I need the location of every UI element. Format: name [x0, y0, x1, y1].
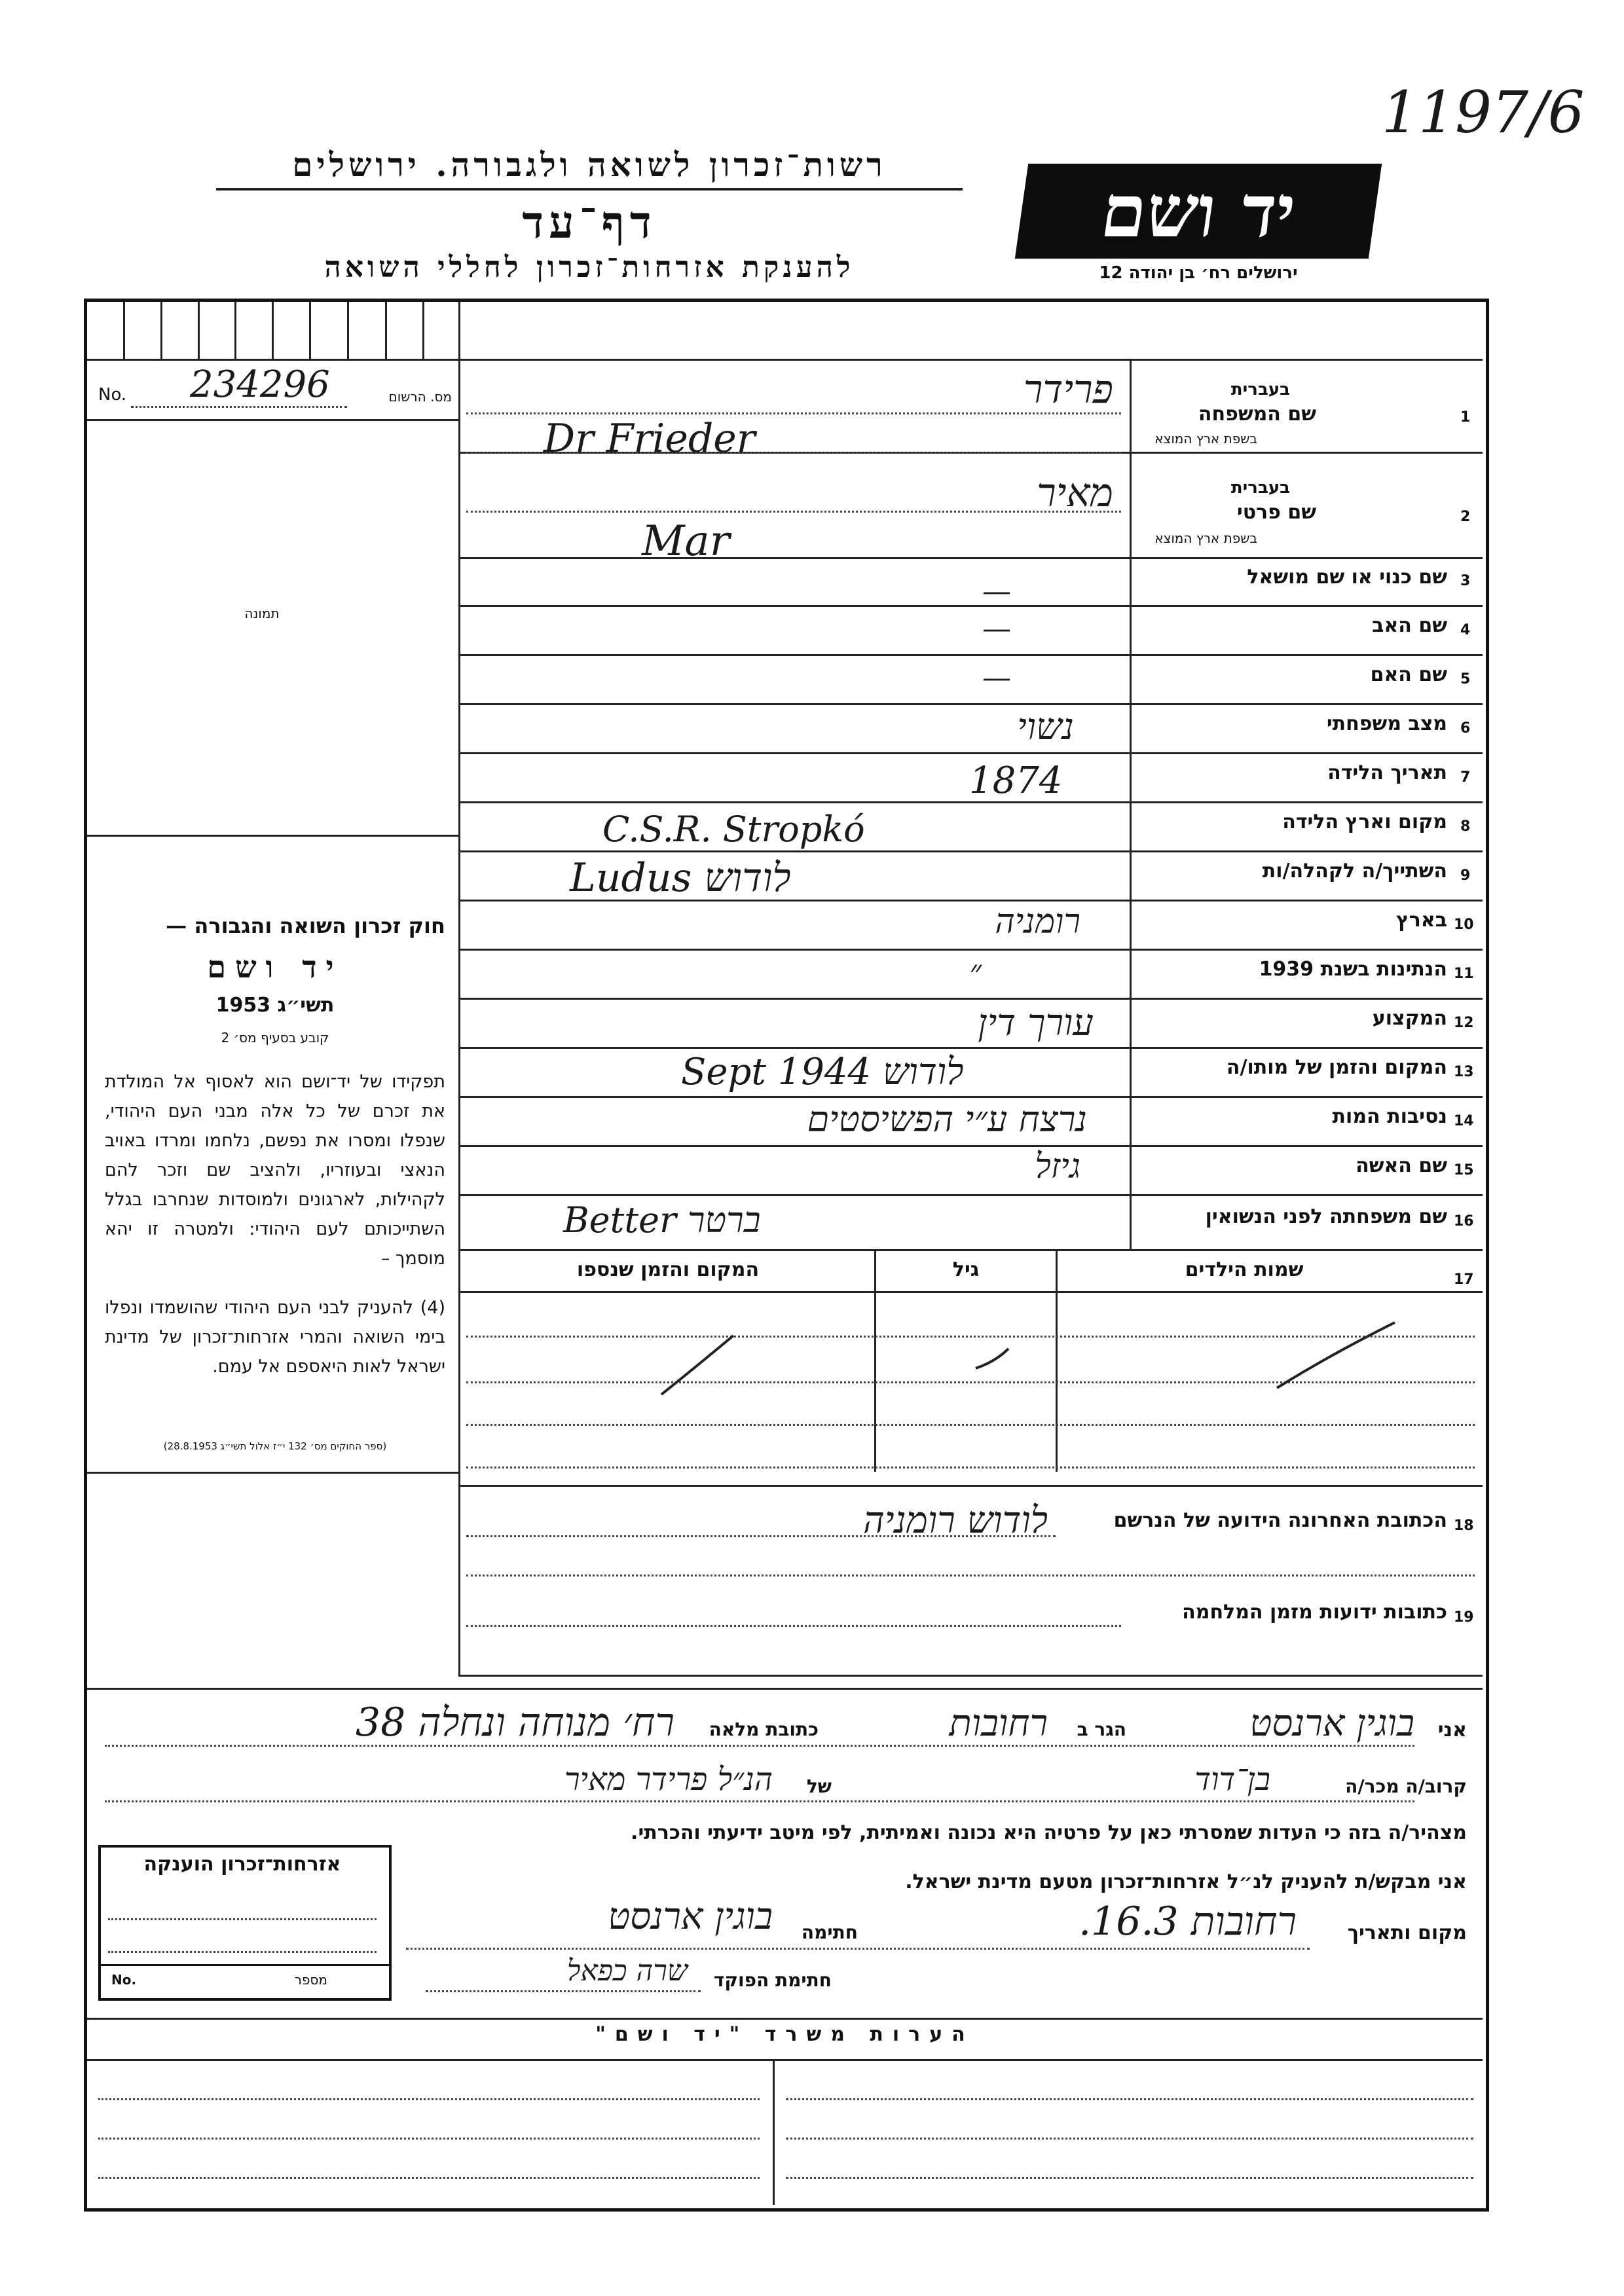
field-13-value: Sept 1944 לודוש: [681, 1051, 964, 1093]
field-2-sub-hebrew: בעברית: [1230, 478, 1290, 498]
field-14-label: נסיבות המות: [1332, 1105, 1447, 1128]
field-10-number: 10: [1454, 917, 1474, 933]
field-10-value: רומניה: [995, 902, 1080, 941]
field-14-number: 14: [1454, 1113, 1474, 1129]
memorial-number-label: מספר: [294, 1972, 327, 1988]
field-1-value-origin: Dr Frieder: [544, 416, 756, 462]
decl-ani-value: בוגין ארנסט: [1249, 1702, 1414, 1745]
field-7-value: 1874: [969, 759, 1063, 802]
decl-of-label: של: [806, 1776, 832, 1797]
decl-officer-value: שרה כפאל: [566, 1954, 688, 1988]
law-paragraph-2: (4) להעניק לבני העם היהודי שהושמדו ונפלו בימי השואה והמרי אזרחות־זכרון של מדינת ישראל לאות היאספם אל עמם.: [105, 1298, 445, 1377]
decl-signature-label: חתימה: [801, 1922, 858, 1943]
field-11-number: 11: [1454, 966, 1474, 982]
decl-statement-2: אני מבקש/ת להעניק לנ״ל אזרחות־זכרון מטעם מדינת ישראל.: [905, 1870, 1467, 1893]
form-subtitle: להענקת אזרחות־זכרון לחללי השואה: [324, 251, 855, 284]
decl-resides-label: הגר ב: [1077, 1719, 1126, 1740]
memorial-no-prefix: No.: [111, 1972, 137, 1988]
field-4-value: —: [982, 612, 1011, 646]
field-13-label: המקום והזמן של מותו/ה: [1226, 1056, 1447, 1079]
field-8-value: C.S.R. Stropkó: [602, 809, 865, 850]
field-17-number: 17: [1454, 1271, 1474, 1288]
field-10-label: בארץ: [1395, 909, 1447, 932]
law-title: חוק זכרון השואה והגבורה —: [166, 913, 445, 938]
field-11-label: הנתינות בשנת 1939: [1259, 958, 1447, 981]
field-1-sub-origin: בשפת ארץ המוצא: [1154, 431, 1257, 446]
photo-label: תמונה: [244, 606, 280, 621]
field-7-label: תאריך הלידה: [1327, 761, 1447, 784]
field-4-label: שם האב: [1372, 614, 1447, 637]
decl-address-value: רח׳ מנוחה ונחלה 38: [355, 1700, 674, 1745]
office-notes-title: הערות משרד "יד ושם": [595, 2023, 974, 2046]
field-15-label: שם האשה: [1356, 1154, 1447, 1177]
law-paragraph-1: תפקידו של יד־ושם הוא לאסוף אל המולדת את זכרם של כל אלה מבני העם היהודי, שנפלו ומסרו את נפשם, נלחמו ומרדו באויב הנאצי ובעוזריו, ולהציב שם וזכר להם לקהילות, לארגונים ולמוסדות שנחרבו בגלל השתייכותם לעם היהודי: ולמטרה זו יהא מוסמך –: [105, 1072, 445, 1269]
decl-signature-value: בוגין ארנסט: [608, 1895, 773, 1938]
field-6-number: 6: [1460, 720, 1471, 737]
field-2-number: 2: [1460, 509, 1471, 525]
field-18-value: לודוש רומניה: [863, 1499, 1048, 1542]
field-19-number: 19: [1454, 1609, 1474, 1626]
decl-of-value: הנ״ל פרידר מאיר: [564, 1761, 773, 1798]
decl-ani-label: אני: [1437, 1719, 1467, 1741]
law-citation: (ספר החוקים מס׳ 132 י״ז אלול תשי״ג 28.8.1953): [163, 1440, 387, 1452]
field-11-value: ״: [969, 953, 982, 991]
field-2-label: שם פרטי: [1236, 501, 1316, 524]
field-3-value: —: [982, 575, 1011, 608]
field-6-value: נשוי: [1017, 706, 1074, 748]
field-1-label: שם המשפחה: [1198, 403, 1316, 426]
decl-place-date-value: רחובות 16.3.: [1079, 1899, 1297, 1944]
field-9-value: Ludus לודוש: [570, 855, 791, 901]
registration-no-prefix: No.: [98, 385, 127, 405]
children-col-place: המקום והזמן שנספו: [576, 1258, 760, 1281]
memorial-citizenship-title: אזרחות־זכרון הוענקה: [143, 1853, 341, 1876]
field-1-value-hebrew: פרידר: [1023, 367, 1113, 412]
decl-address-label: כתובת מלאה: [709, 1719, 819, 1740]
decl-resides-value: רחובות: [949, 1702, 1048, 1745]
field-12-number: 12: [1454, 1015, 1474, 1031]
field-9-number: 9: [1460, 867, 1471, 884]
decl-relative-value: בן־דוד: [1194, 1761, 1270, 1798]
form-title: דף־עד: [522, 196, 657, 249]
field-16-value: Better ברטר: [563, 1199, 761, 1241]
field-5-number: 5: [1460, 671, 1471, 687]
law-name: יד ושם: [207, 949, 343, 985]
field-18-number: 18: [1454, 1518, 1474, 1534]
field-8-number: 8: [1460, 818, 1471, 835]
registration-label: מס. הרשום: [388, 389, 452, 405]
children-col-age: גיל: [952, 1258, 980, 1281]
field-1-number: 1: [1460, 409, 1471, 426]
field-2-sub-origin: בשפת ארץ המוצא: [1154, 530, 1257, 546]
field-3-number: 3: [1460, 573, 1471, 589]
authority-line: רשות־זכרון לשואה ולגבורה. ירושלים: [216, 145, 963, 191]
field-8-label: מקום וארץ הלידה: [1282, 811, 1447, 833]
field-12-label: המקצוע: [1372, 1007, 1447, 1030]
field-2-value-hebrew: מאיר: [1037, 470, 1113, 516]
field-12-value: עורך דין: [978, 1002, 1094, 1044]
field-3-label: שם כנוי או שם מושאל: [1247, 566, 1447, 589]
law-year-hebrew: תשי״ג: [277, 994, 335, 1017]
law-year-row: [105, 994, 445, 1017]
field-5-value: —: [982, 661, 1011, 695]
field-2-value-origin: Mar: [642, 517, 730, 566]
decl-relative-label: קרוב/ה מכר/ה: [1345, 1776, 1467, 1797]
law-year: 1953: [215, 994, 271, 1017]
decl-statement-1: מצהיר/ה בזה כי העדות שמסרתי כאן על פרטיה היא נכונה ואמיתית, לפי מיטב ידיעתי והכרתי.: [631, 1821, 1467, 1844]
field-9-label: השתייך/ה לקהלה/ות: [1262, 860, 1447, 883]
law-clause-ref: קובע בסעיף מס׳ 2: [221, 1030, 329, 1046]
field-16-label: שם משפחתה לפני הנשואין: [1205, 1205, 1447, 1228]
yad-vashem-logo: יד ושם: [1015, 164, 1382, 259]
field-4-number: 4: [1460, 622, 1471, 638]
field-18-label: הכתובת האחרונה הידועה של הנרשם: [1113, 1509, 1447, 1532]
children-col-names: שמות הילדים: [1185, 1258, 1304, 1281]
decl-place-date-label: מקום ותאריך: [1347, 1922, 1467, 1944]
archive-number-annotation: 1197/6: [1382, 79, 1585, 146]
logo-address: ירושלים רח׳ בן יהודה 12: [1099, 263, 1298, 283]
field-19-label: כתובות ידועות מזמן המלחמה: [1182, 1601, 1447, 1624]
field-15-value: גיזל: [1035, 1147, 1080, 1186]
field-16-number: 16: [1454, 1213, 1474, 1230]
decl-officer-label: חתימת הפוקד: [713, 1969, 832, 1991]
field-15-number: 15: [1454, 1162, 1474, 1178]
field-14-value: נרצח ע״י הפשיסטים: [807, 1099, 1087, 1140]
field-7-number: 7: [1460, 769, 1471, 786]
field-6-label: מצב משפחתי: [1326, 712, 1447, 735]
registration-number: 234296: [190, 363, 330, 406]
field-1-sub-hebrew: בעברית: [1230, 380, 1290, 399]
field-5-label: שם האם: [1370, 663, 1447, 686]
children-strike-marks: [458, 1296, 1483, 1467]
field-13-number: 13: [1454, 1064, 1474, 1080]
